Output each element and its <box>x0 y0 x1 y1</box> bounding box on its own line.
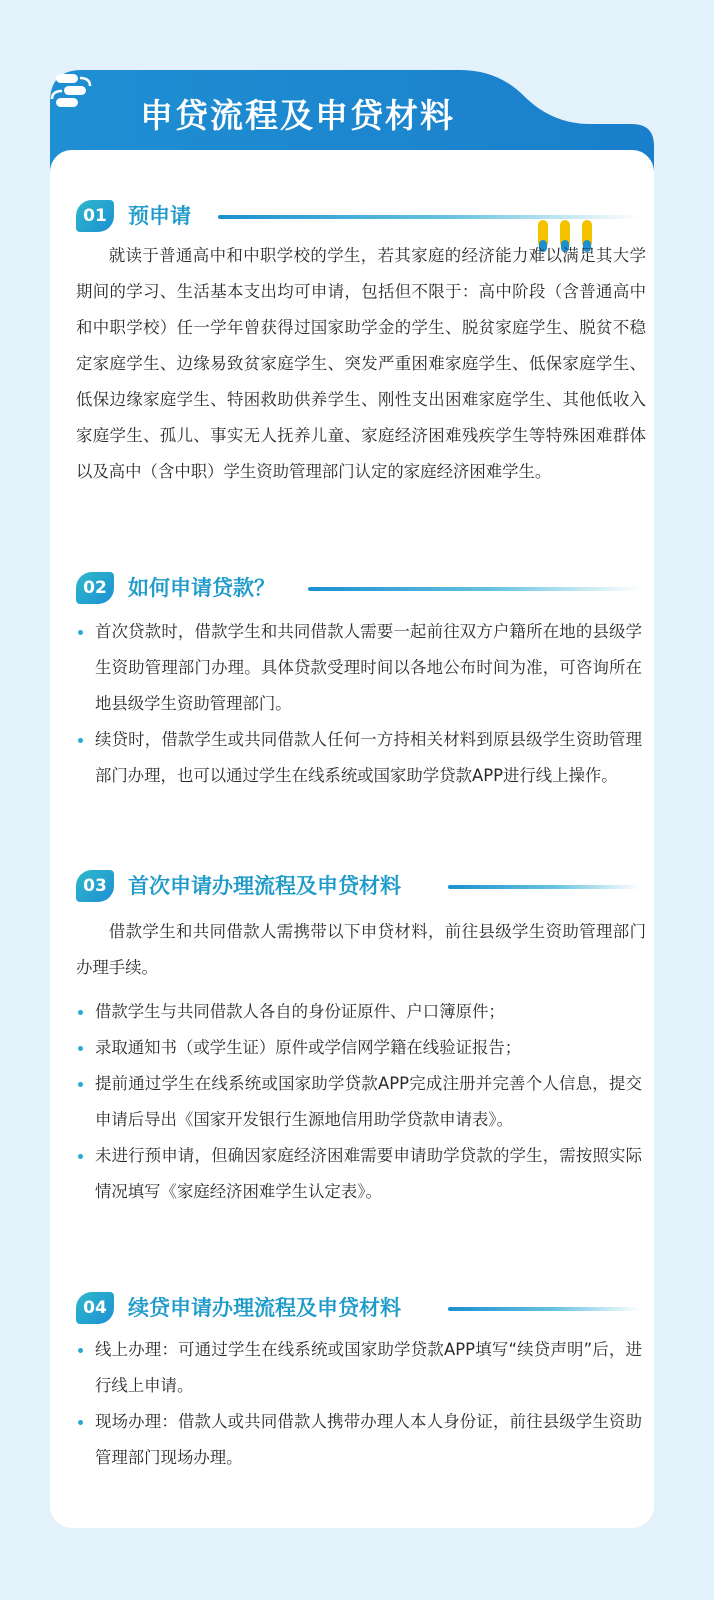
bullet-dot-icon <box>78 738 83 743</box>
section-paragraph: 就读于普通高中和中职学校的学生，若其家庭的经济能力难以满足其大学期间的学习、生活基本支出均可申请，包括但不限于：高中阶段（含普通高中和中职学校）任一学年曾获得过国家助学金的学生、脱贫家庭学生、脱贫不稳定家庭学生、边缘易致贫家庭学生、突发严重困难家庭学生、低保家庭学生、低保边缘家庭学生、特困救助供养学生、刚性支出困难家庭学生、其他低收入家庭学生、孤儿、事实无人抚养儿童、家庭经济困难残疾学生等特殊困难群体以及高中（含中职）学生资助管理部门认定的家庭经济困难学生。 <box>76 246 646 481</box>
bullet-dot-icon <box>78 1010 83 1015</box>
section-divider <box>448 885 640 889</box>
bullet-dot-icon <box>78 1046 83 1051</box>
list-item-text: 借款学生与共同借款人各自的身份证原件、户口簿原件； <box>95 1002 505 1021</box>
bullet-dot-icon <box>78 630 83 635</box>
section-number-badge: 04 <box>76 1292 114 1324</box>
bullet-list <box>76 614 642 794</box>
section-heading <box>50 1292 654 1326</box>
bullet-dot-icon <box>78 1420 83 1425</box>
list-item-text: 续贷时，借款学生或共同借款人任何一方持相关材料到原县级学生资助管理部门办理，也可以通过学生在线系统或国家助学贷款APP进行线上操作。 <box>95 730 642 785</box>
section-divider <box>218 215 640 219</box>
list-item <box>76 994 642 1030</box>
list-item-text: 线上办理：可通过学生在线系统或国家助学贷款APP填写“续贷声明”后，进行线上申请。 <box>95 1340 642 1395</box>
page-title: 申贷流程及申贷材料 <box>140 96 455 135</box>
section-title: 如何申请贷款？ <box>128 576 275 600</box>
section-first-application <box>50 870 654 1201</box>
section-divider <box>308 587 640 591</box>
section-heading <box>50 572 654 606</box>
bullet-list <box>76 994 642 1210</box>
bullet-dot-icon <box>78 1348 83 1353</box>
list-item <box>76 1404 642 1476</box>
section-heading <box>50 200 654 234</box>
list-item <box>76 1030 642 1066</box>
section-title: 首次申请办理流程及申贷材料 <box>128 874 401 898</box>
bullet-dot-icon <box>78 1082 83 1087</box>
bullet-list <box>76 1332 642 1476</box>
list-item-text: 录取通知书（或学生证）原件或学信网学籍在线验证报告； <box>95 1038 522 1057</box>
list-item <box>76 614 642 722</box>
bullet-dot-icon <box>78 1154 83 1159</box>
section-pre-application <box>50 200 654 481</box>
section-number-badge: 01 <box>76 200 114 232</box>
content-card <box>50 150 654 1528</box>
list-item <box>76 1066 642 1138</box>
list-item <box>76 1138 642 1210</box>
list-item-text: 提前通过学生在线系统或国家助学贷款APP完成注册并完善个人信息，提交申请后导出《国家开发银行生源地信用助学贷款申请表》。 <box>95 1074 642 1129</box>
section-paragraph: 借款学生和共同借款人需携带以下申贷材料，前往县级学生资助管理部门办理手续。 <box>76 922 646 977</box>
section-number-badge: 03 <box>76 870 114 902</box>
list-item-text: 首次贷款时，借款学生和共同借款人需要一起前往双方户籍所在地的县级学生资助管理部门办理。具体贷款受理时间以各地公布时间为准，可咨询所在地县级学生资助管理部门。 <box>95 622 642 713</box>
section-title: 续贷申请办理流程及申贷材料 <box>128 1296 401 1320</box>
section-number-badge: 02 <box>76 572 114 604</box>
loan-process-icon <box>50 70 94 110</box>
section-divider <box>448 1307 640 1311</box>
list-item-text: 现场办理：借款人或共同借款人携带办理人本人身份证，前往县级学生资助管理部门现场办理。 <box>95 1412 642 1467</box>
section-renewal-application <box>50 1292 654 1467</box>
list-item <box>76 722 642 794</box>
section-how-to-apply <box>50 572 654 785</box>
list-item <box>76 1332 642 1404</box>
section-heading <box>50 870 654 904</box>
list-item-text: 未进行预申请，但确因家庭经济困难需要申请助学贷款的学生，需按照实际情况填写《家庭经济困难学生认定表》。 <box>95 1146 642 1201</box>
section-title: 预申请 <box>128 204 191 228</box>
